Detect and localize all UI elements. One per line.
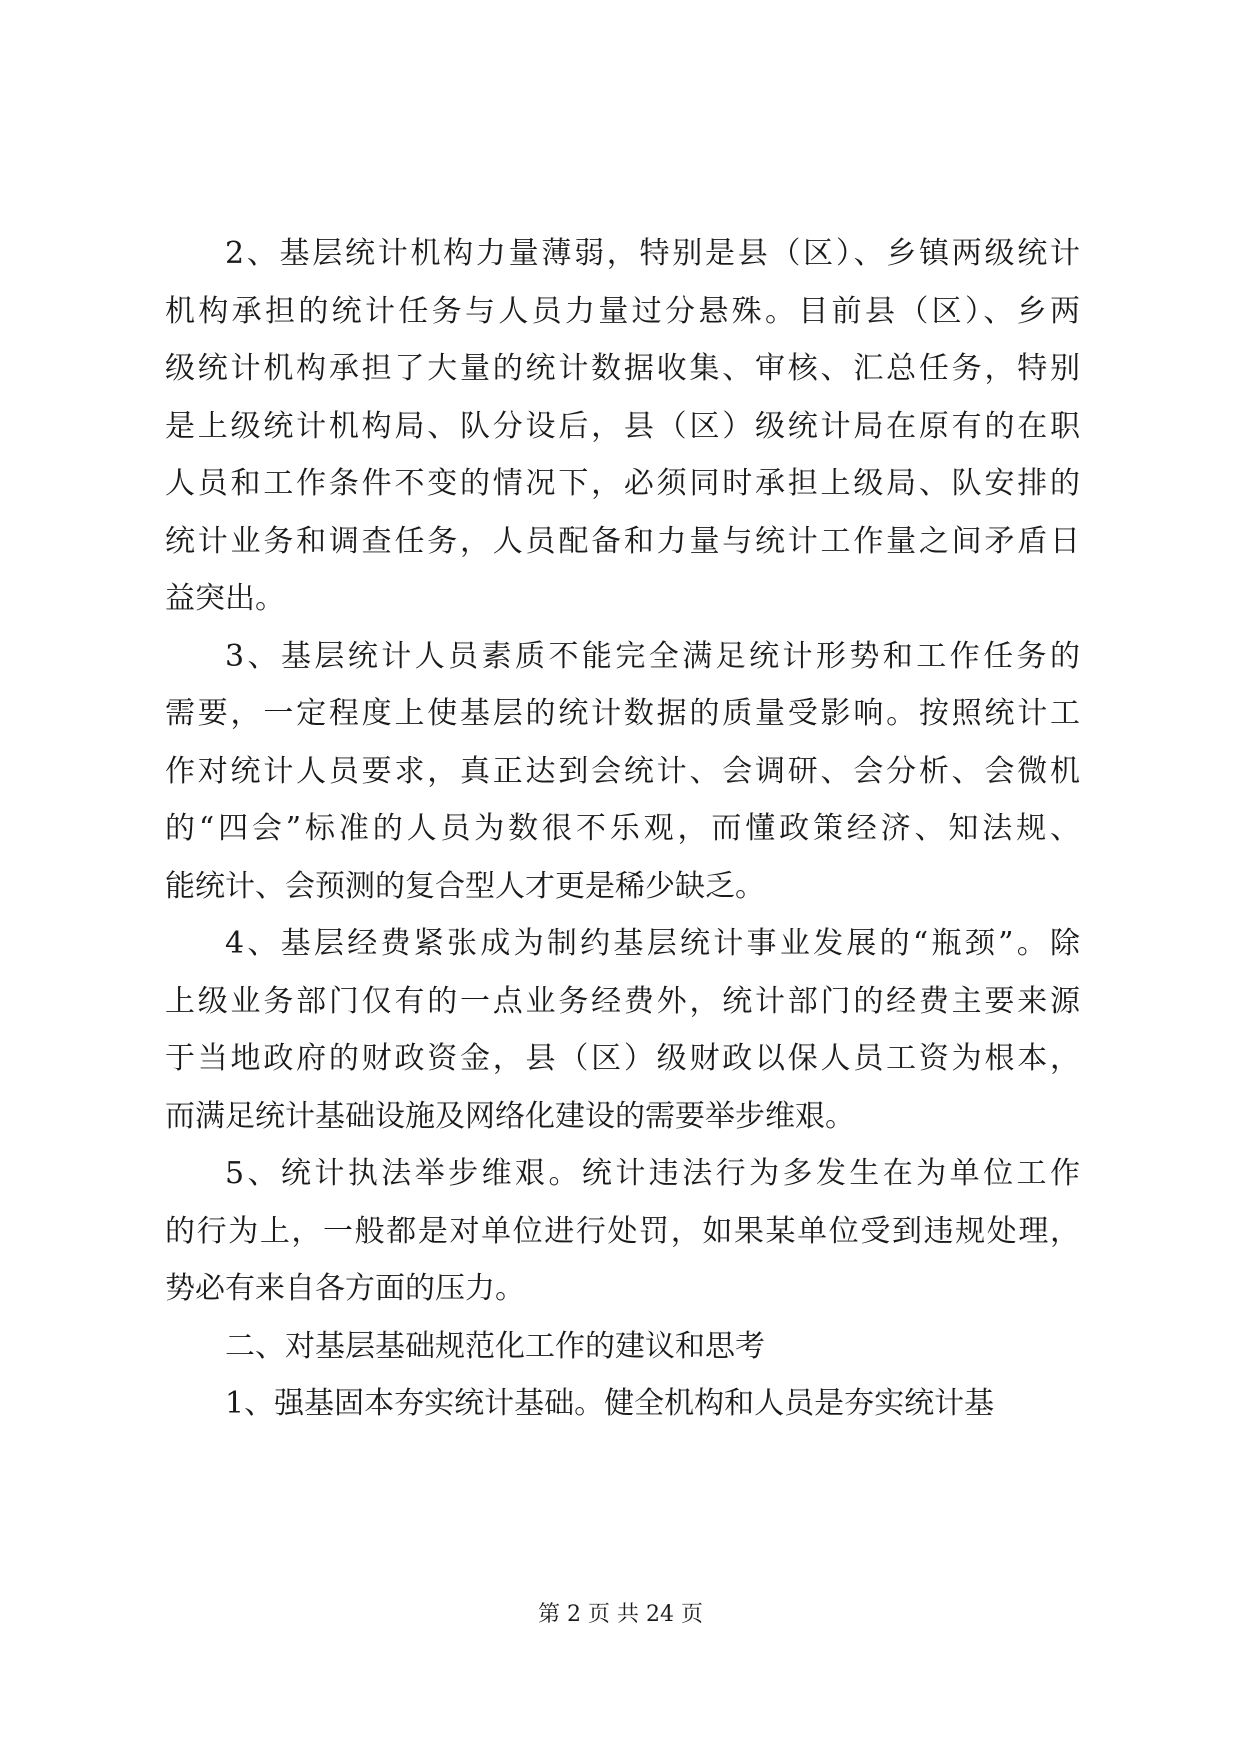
text-line: 1、强基固本夯实统计基础。健全机构和人员是夯实统计基: [225, 1386, 995, 1421]
text-line: 人员和工作条件不变的情况下，必须同时承担上级局、队安排的: [165, 466, 1083, 501]
document-body: [165, 225, 1084, 1433]
text-line: 的“四会”标准的人员为数很不乐观，而懂政策经济、知法规、: [165, 811, 1084, 846]
section-heading: [165, 1318, 1080, 1376]
text-line: 4、基层经费紧张成为制约基层统计事业发展的“瓶颈”。除: [225, 926, 1084, 961]
paragraph-enforcement: [165, 1145, 1084, 1318]
text-line: 能统计、会预测的复合型人才更是稀少缺乏。: [165, 868, 765, 904]
text-line: 上级业务部门仅有的一点业务经费外，统计部门的经费主要来源: [165, 983, 1083, 1019]
text-line: 作对统计人员要求，真正达到会统计、会调研、会分析、会微机: [165, 753, 1083, 789]
paragraph-personnel-quality: [165, 628, 1084, 916]
text-line: 益突出。: [165, 581, 285, 616]
paragraph-funding: [165, 915, 1084, 1145]
text-line: 是上级统计机构局、队分设后，县（区）级统计局在原有的在职: [165, 408, 1083, 444]
page-number-footer: 第 2 页 共 24 页: [538, 1602, 703, 1627]
text-line: 3、基层统计人员素质不能完全满足统计形势和工作任务的: [225, 638, 1084, 674]
text-line: 级统计机构承担了大量的统计数据收集、审核、汇总任务，特别: [165, 351, 1083, 386]
text-line: 5、统计执法举步维艰。统计违法行为多发生在为单位工作: [225, 1156, 1084, 1191]
text-line: 需要，一定程度上使基层的统计数据的质量受影响。按照统计工: [165, 696, 1083, 731]
text-line: 的行为上，一般都是对单位进行处罚，如果某单位受到违规处理，: [165, 1213, 1082, 1249]
text-line: 统计业务和调查任务，人员配备和力量与统计工作量之间矛盾日: [165, 523, 1083, 559]
paragraph-staffing: [165, 225, 1084, 628]
text-line: 势必有来自各方面的压力。: [165, 1271, 525, 1306]
text-line: 机构承担的统计任务与人员力量过分悬殊。目前县（区）、乡两: [165, 293, 1084, 329]
text-line: 而满足统计基础设施及网络化建设的需要举步维艰。: [165, 1098, 855, 1134]
text-line: 二、对基层基础规范化工作的建议和思考: [225, 1328, 765, 1364]
text-line: 2、基层统计机构力量薄弱，特别是县（区）、乡镇两级统计: [225, 236, 1083, 271]
text-line: 于当地政府的财政资金，县（区）级财政以保人员工资为根本，: [165, 1041, 1083, 1076]
paragraph-foundation: [165, 1375, 1080, 1433]
